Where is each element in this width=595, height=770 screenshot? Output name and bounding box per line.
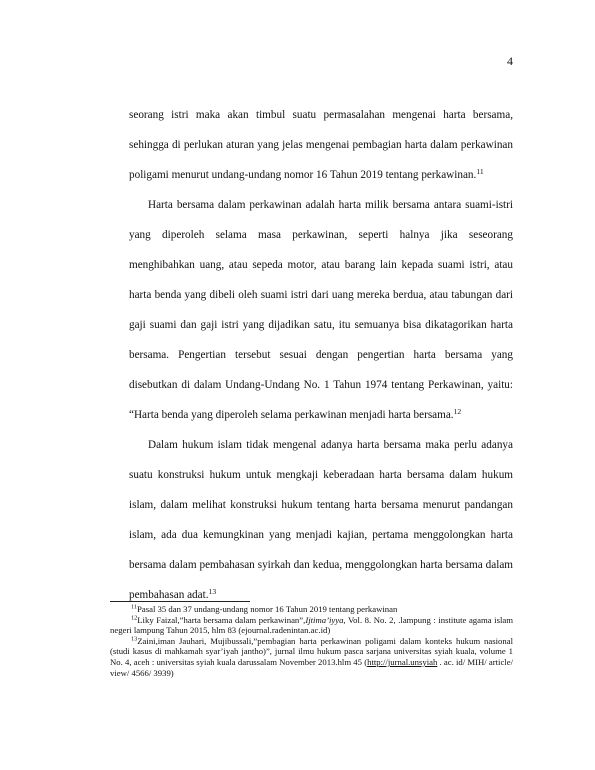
footnote-13 xyxy=(110,636,513,678)
footnote-11-text: Pasal 35 dan 37 undang-undang nomor 16 Tahun 2019 tentang perkawinan xyxy=(137,604,398,614)
paragraph-2-text: Harta bersama dalam perkawinan adalah harta milik bersama antara suami-istri yang diperoleh selama masa perkawinan, seperti halnya jika seseorang menghibahkan uang, atau sepeda motor, atau barang lain kepada suami istri, atau harta benda yang dibeli oleh suami istri dari uang mereka berdua, atau tabungan dari gaji suami dan gaji istri yang dijadikan satu, itu semuanya bisa dikatagorikan harta bersama. Pengertian tersebut sesuai dengan pengertian harta bersama yang disebutkan di dalam Undang-Undang No. 1 Tahun 1974 tentang Perkawinan, yaitu: “Harta benda yang diperoleh selama perkawinan menjadi harta bersama. xyxy=(129,199,513,421)
footnote-11 xyxy=(110,604,513,615)
paragraph-2 xyxy=(129,190,513,430)
footnote-12-text: Liky Faizal,”harta bersama dalam perkawinan”, xyxy=(137,614,306,625)
footnote-13-link[interactable]: http://jurnal.unsyiah xyxy=(367,656,438,667)
footnotes xyxy=(110,604,513,678)
paragraph-1-text: seorang istri maka akan timbul suatu permasalahan mengenai harta bersama, sehingga di perlukan aturan yang jelas mengenai pembagian harta dalam perkawinan poligami menurut undang-undang nomor 16 Tahun 2019 tentang perkawinan. xyxy=(129,109,513,181)
paragraph-3 xyxy=(129,430,513,610)
footnote-12-number: 12 xyxy=(131,614,138,622)
footnote-12-journal: Ijtima’iyya, xyxy=(305,614,346,625)
footnote-13-tail: . ac. id/ MIH/ article/ view/ 4566/ 3939) xyxy=(110,656,513,678)
paragraph-1 xyxy=(129,100,513,190)
footnote-divider xyxy=(110,601,250,602)
footnote-13-text: Zaini,iman Jauhari, Mujibussali,”pembagian harta perkawinan poligami dalam konteks hukum nasional (studi kasus di mahkamah syar’iyah jantho)”, jurnal ilmu hukum pasca sarjana universitas syiah kuala, volume 1 No. 4, aceh : universitas syiah kuala darussalam November 2013.hlm 45 ( xyxy=(110,635,513,667)
paragraph-3-text: Dalam hukum islam tidak mengenal adanya harta bersama maka perlu adanya suatu konstruksi hukum untuk mengkaji keberadaan harta bersama dalam hukum islam, dalam melihat konstruksi hukum tentang harta bersama menurut pandangan islam, ada dua kemungkinan yang menjadi kajian, pertama menggolongkan harta bersama dalam pembahasan syirkah dan kedua, menggolongkan harta bersama dalam pembahasan adat. xyxy=(129,439,513,601)
body-text xyxy=(129,100,513,610)
page-number: 4 xyxy=(507,54,513,68)
footnote-11-number: 11 xyxy=(131,603,138,611)
footnote-ref-13[interactable]: 13 xyxy=(208,586,217,596)
footnote-13-number: 13 xyxy=(131,635,138,643)
footnote-ref-11[interactable]: 11 xyxy=(476,166,484,176)
footnote-12 xyxy=(110,615,513,636)
footnote-ref-12[interactable]: 12 xyxy=(453,406,462,416)
footnote-12-details: Vol. 8. No. 2, .lampung : institute agama islam negeri lampung Tahun 2015, hlm 83 (ejournal.radenintan.ac.id) xyxy=(110,614,514,636)
